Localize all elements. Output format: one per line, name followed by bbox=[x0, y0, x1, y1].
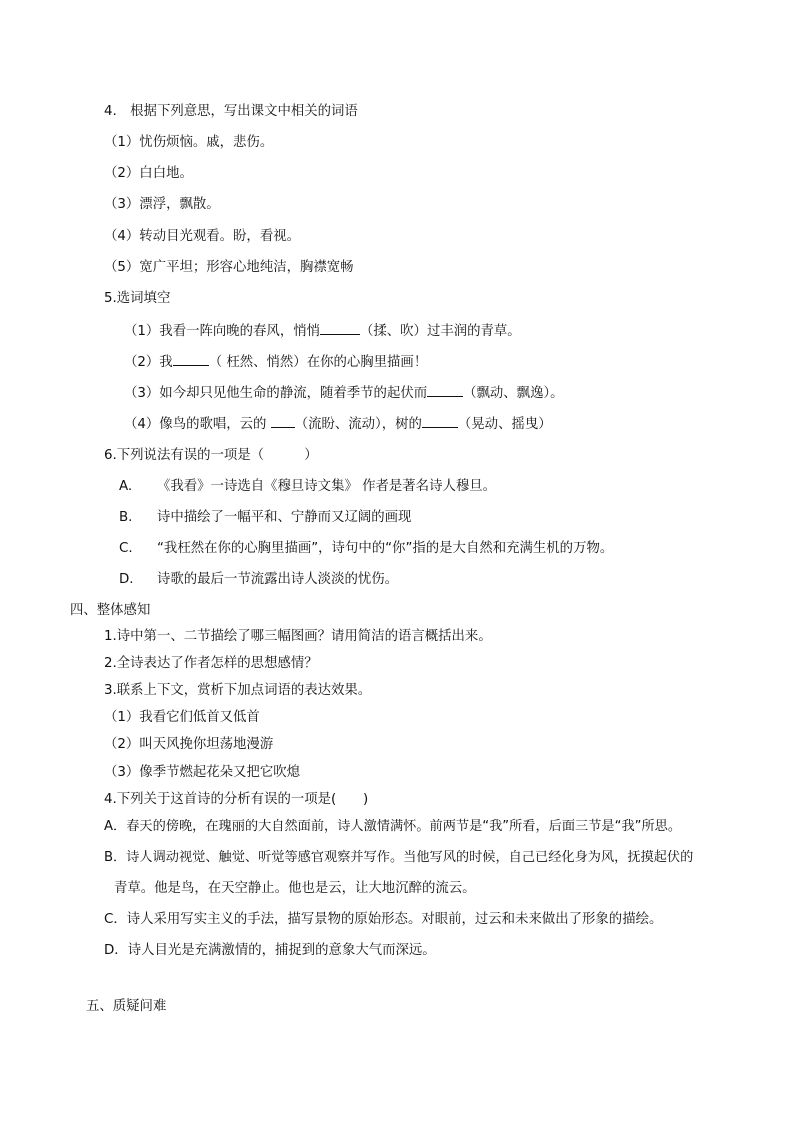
section-4-q3-item-1: （1）我看它们低首又低首 bbox=[104, 710, 260, 725]
section-4-q4: 4.下列关于这首诗的分析有误的一项是( ) bbox=[104, 792, 369, 807]
fill-blank[interactable] bbox=[320, 322, 360, 335]
q5-item-3 bbox=[124, 384, 564, 403]
q5-item-2-options: （ 枉然、悄然）在你的心胸里描画！ bbox=[208, 355, 428, 370]
q4-item-4: （4）转动目光观看。盼，看视。 bbox=[104, 229, 300, 244]
fill-blank[interactable] bbox=[427, 384, 463, 397]
q5-item-4-mid: （流盼、流动），树的 bbox=[294, 417, 422, 432]
section-4-q3-item-2: （2）叫天风挽你坦荡地漫游 bbox=[104, 737, 274, 752]
q6-option-a bbox=[119, 478, 496, 496]
section-4-q3-item-3: （3）像季节燃起花朵又把它吹熄 bbox=[104, 765, 300, 780]
fill-blank[interactable] bbox=[422, 415, 458, 428]
q4-item-2: （2）白白地。 bbox=[104, 166, 193, 181]
q5-item-2 bbox=[124, 353, 427, 372]
section-4-q4-option-a: A．春天的傍晚，在瑰丽的大自然面前，诗人激情满怀。前两节是“我”所看，后面三节是“我”所思。 bbox=[104, 819, 682, 834]
option-text: “我枉然在你的心胸里描画”，诗句中的“你”指的是大自然和充满生机的万物。 bbox=[157, 541, 614, 556]
section-5-heading: 五、质疑问难 bbox=[86, 999, 167, 1014]
q5-item-4-options: （晃动、摇曳） bbox=[457, 417, 552, 432]
option-letter: D. bbox=[119, 572, 134, 587]
option-letter: B. bbox=[119, 510, 133, 525]
q6-option-d bbox=[119, 571, 398, 589]
section-4-q3: 3.联系上下文，赏析下加点词语的表达效果。 bbox=[104, 683, 372, 698]
option-letter: C. bbox=[119, 541, 133, 556]
q5-item-4 bbox=[124, 415, 552, 434]
q5-item-1-options: （揉、吹）过丰润的青草。 bbox=[360, 324, 521, 339]
q5-item-1-text: （1）我看一阵向晚的春风，悄悄 bbox=[124, 324, 320, 339]
q4-title: 4. 根据下列意思，写出课文中相关的词语 bbox=[104, 104, 358, 119]
q5-item-2-text: （2）我 bbox=[124, 355, 173, 370]
section-4-q2: 2.全诗表达了作者怎样的思想感情？ bbox=[104, 656, 318, 671]
q4-item-1: （1）忧伤烦恼。戚，悲伤。 bbox=[104, 135, 274, 150]
option-text: 《我看》一诗选自《穆旦诗文集》 作者是著名诗人穆旦。 bbox=[157, 479, 497, 494]
q6-option-b bbox=[119, 509, 411, 527]
option-letter: A. bbox=[119, 479, 133, 494]
q5-item-1 bbox=[124, 322, 521, 341]
q4-item-5: （5）宽广平坦；形容心地纯洁，胸襟宽畅 bbox=[104, 260, 354, 275]
section-4-q4-option-b-cont: 青草。他是鸟，在天空静止。他也是云，让大地沉醉的流云。 bbox=[114, 881, 476, 896]
q5-item-4-text: （4）像鸟的歌唱，云的 bbox=[124, 417, 271, 432]
fill-blank[interactable] bbox=[173, 353, 209, 366]
q6-option-c bbox=[119, 540, 613, 558]
q5-item-3-options: （飘动、飘逸）。 bbox=[463, 386, 564, 401]
section-4-q4-option-d: D．诗人目光是充满激情的，捕捉到的意象大气而深远。 bbox=[104, 943, 436, 958]
q5-title: 5.选词填空 bbox=[104, 291, 171, 306]
section-4-heading: 四、整体感知 bbox=[70, 603, 151, 618]
q5-item-3-text: （3）如今却只见他生命的静流，随着季节的起伏而 bbox=[124, 386, 428, 401]
option-text: 诗中描绘了一幅平和、宁静而又辽阔的画现 bbox=[157, 510, 412, 525]
fill-blank[interactable] bbox=[271, 415, 295, 428]
option-text: 诗歌的最后一节流露出诗人淡淡的忧伤。 bbox=[157, 572, 399, 587]
section-4-q1: 1.诗中第一、二节描绘了哪三幅图画？请用简洁的语言概括出来。 bbox=[104, 629, 492, 644]
section-4-q4-option-b: B．诗人调动视觉、触觉、听觉等感官观察并写作。当他写风的时候，自己已经化身为风，抚摸起伏的 bbox=[104, 850, 694, 865]
section-4-q4-option-c: C．诗人采用写实主义的手法，描写景物的原始形态。对眼前，过云和未来做出了形象的描绘。 bbox=[104, 912, 663, 927]
q6-title: 6.下列说法有误的一项是（ ） bbox=[104, 448, 318, 463]
q4-item-3: （3）漂浮，飘散。 bbox=[104, 197, 220, 212]
